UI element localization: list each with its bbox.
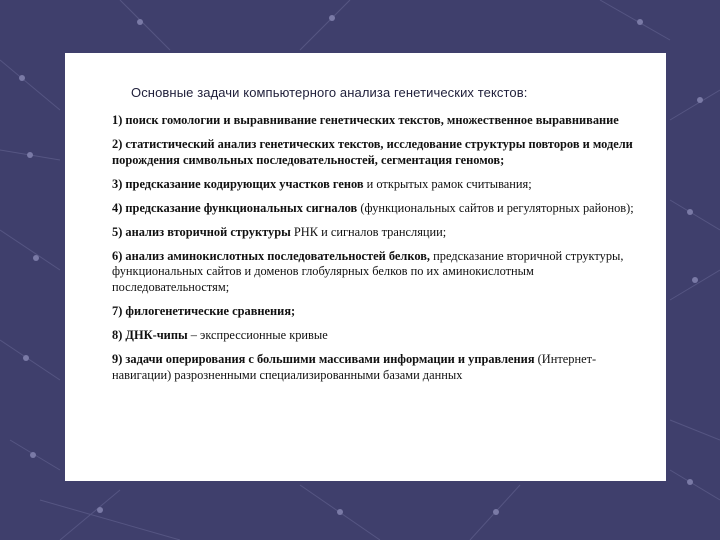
task-item-bold-text: 8) ДНК-чипы — [112, 328, 188, 343]
task-item-bold-text: 2) статистический анализ генетических текстов, исследование структуры повторов и модели порождения символьных последовательностей, сегментация геномов; — [112, 137, 633, 167]
task-item — [112, 177, 640, 193]
task-list — [112, 113, 640, 383]
task-item-text: предсказание вторичной структуры, функциональных сайтов и доменов глобулярных белков по их аминокислотным последовательностям; — [112, 248, 624, 294]
task-item-bold-text: 6) анализ аминокислотных последовательностей белков, — [112, 248, 431, 263]
task-item — [112, 352, 640, 383]
task-item-text: (функциональных сайтов и регуляторных районов); — [357, 200, 634, 215]
task-item — [112, 225, 640, 241]
task-item-text: – экспрессионные кривые — [187, 328, 328, 343]
content-card — [65, 53, 666, 481]
task-item — [112, 304, 640, 320]
task-item-text: РНК и сигналов трансляции; — [290, 224, 447, 239]
task-item-bold-text: 5) анализ вторичной структуры — [112, 224, 291, 239]
slide-title: Основные задачи компьютерного анализа генетических текстов: — [131, 85, 528, 100]
task-item-text: (Интернет-навигации) разрозненными специализированными базами данных — [112, 352, 597, 382]
task-item — [112, 328, 640, 344]
task-item-bold-text: 9) задачи оперирования с большими массивами информации и управления — [112, 352, 535, 367]
task-item — [112, 137, 640, 168]
task-item-bold-text: 1) поиск гомологии и выравнивание генетических текстов, множественное выравнивание — [112, 113, 619, 127]
task-item — [112, 249, 640, 296]
task-item-bold-text: 3) предсказание кодирующих участков генов — [112, 176, 364, 191]
task-item — [112, 201, 640, 217]
task-item-text: и открытых рамок считывания; — [363, 176, 532, 191]
task-item-bold-text: 4) предсказание функциональных сигналов — [112, 200, 358, 215]
task-item-bold-text: 7) филогенетические сравнения; — [112, 304, 296, 319]
task-item — [112, 113, 640, 129]
